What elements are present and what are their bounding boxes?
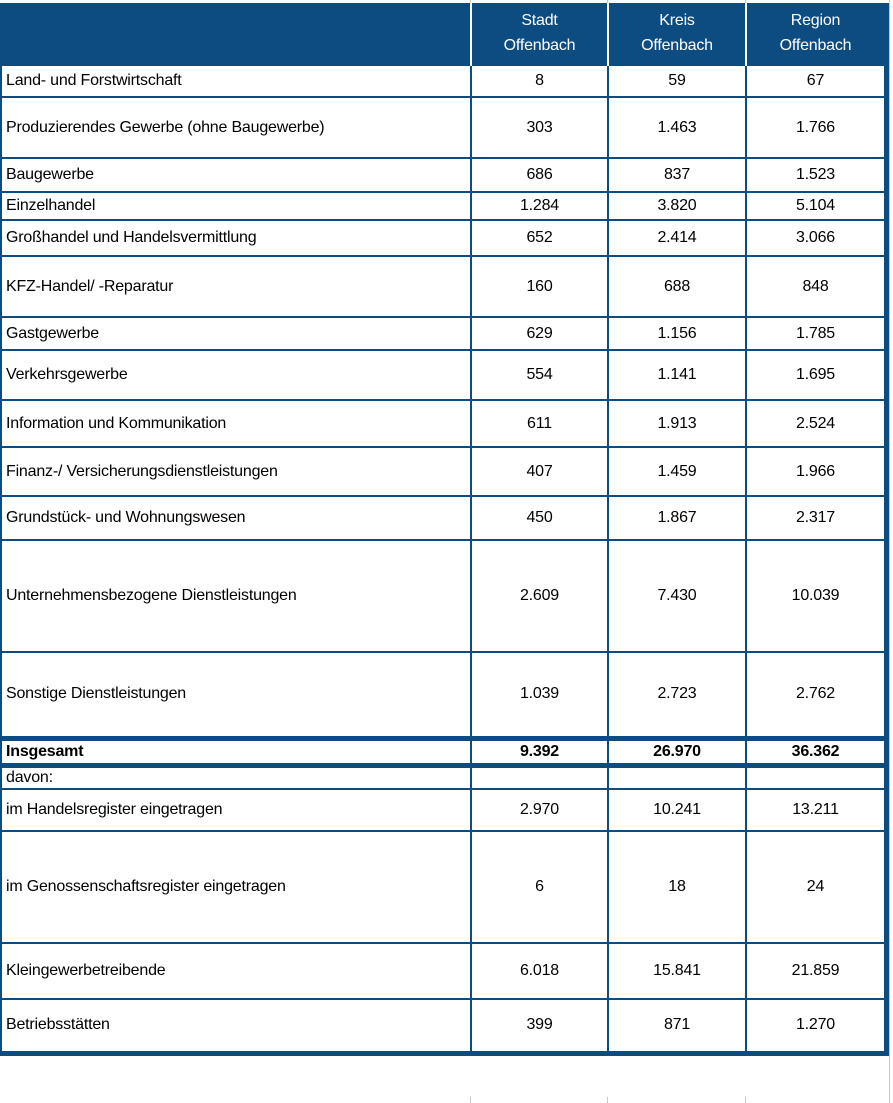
sheet-gridline-tick (470, 1097, 471, 1103)
table-row (1, 158, 887, 192)
cell-stadt: 6.018 (471, 943, 608, 999)
sheet-gridline-right (889, 0, 890, 1103)
row-label: Finanz-/ Versicherungsdienstleistungen (1, 447, 471, 496)
row-label: davon: (1, 765, 471, 789)
row-label: Verkehrsgewerbe (1, 350, 471, 400)
header-col-region-offenbach (746, 3, 887, 65)
header-corner-cell (1, 3, 471, 65)
cell-kreis: 15.841 (608, 943, 746, 999)
header-line-2: Offenbach (503, 36, 576, 54)
cell-stadt: 629 (471, 317, 608, 350)
cell-stadt: 611 (471, 400, 608, 447)
cell-kreis: 59 (608, 65, 746, 97)
cell-kreis: 2.414 (608, 220, 746, 256)
table-row (1, 831, 887, 943)
cell-region: 1.695 (746, 350, 887, 400)
header-line-1: Stadt (521, 11, 558, 29)
row-label: Grundstück- und Wohnungswesen (1, 496, 471, 540)
row-label: Großhandel und Handelsvermittlung (1, 220, 471, 256)
business-registry-table (0, 3, 890, 1056)
cell-stadt: 2.609 (471, 540, 608, 652)
cell-region: 21.859 (746, 943, 887, 999)
cell-stadt: 303 (471, 97, 608, 158)
row-label: Kleingewerbetreibende (1, 943, 471, 999)
sheet-gridline-tick (607, 0, 608, 3)
row-label: Insgesamt (1, 738, 471, 765)
cell-region: 1.523 (746, 158, 887, 192)
cell-region: 67 (746, 65, 887, 97)
table-row (1, 220, 887, 256)
row-label: KFZ-Handel/ -Reparatur (1, 256, 471, 317)
cell-stadt: 450 (471, 496, 608, 540)
cell-region: 2.524 (746, 400, 887, 447)
table-row (1, 540, 887, 652)
cell-region: 848 (746, 256, 887, 317)
table-row (1, 738, 887, 765)
row-label: Land- und Forstwirtschaft (1, 65, 471, 97)
cell-stadt: 2.970 (471, 789, 608, 831)
cell-kreis: 871 (608, 999, 746, 1053)
header-line-1: Kreis (659, 11, 695, 29)
cell-kreis: 688 (608, 256, 746, 317)
cell-kreis: 3.820 (608, 192, 746, 220)
cell-region: 13.211 (746, 789, 887, 831)
table-row (1, 65, 887, 97)
cell-stadt: 6 (471, 831, 608, 943)
table-row (1, 789, 887, 831)
table-row (1, 350, 887, 400)
cell-region: 24 (746, 831, 887, 943)
row-label: Baugewerbe (1, 158, 471, 192)
row-label: Sonstige Dienstleistungen (1, 652, 471, 738)
cell-stadt: 554 (471, 350, 608, 400)
header-col-kreis-offenbach (608, 3, 746, 65)
cell-stadt: 652 (471, 220, 608, 256)
cell-kreis: 18 (608, 831, 746, 943)
row-label: Einzelhandel (1, 192, 471, 220)
header-row (1, 3, 887, 65)
cell-region (746, 765, 887, 789)
header-line-1: Region (790, 11, 841, 29)
cell-stadt: 407 (471, 447, 608, 496)
table-row (1, 943, 887, 999)
header-col-stadt-offenbach (471, 3, 608, 65)
row-label: Betriebsstätten (1, 999, 471, 1053)
cell-stadt: 686 (471, 158, 608, 192)
cell-region: 2.762 (746, 652, 887, 738)
cell-stadt: 9.392 (471, 738, 608, 765)
cell-kreis: 1.463 (608, 97, 746, 158)
cell-kreis: 10.241 (608, 789, 746, 831)
row-label: Unternehmensbezogene Dienstleistungen (1, 540, 471, 652)
table-row (1, 192, 887, 220)
table-row (1, 97, 887, 158)
table-body (1, 65, 887, 1053)
cell-stadt: 160 (471, 256, 608, 317)
cell-stadt: 8 (471, 65, 608, 97)
cell-kreis: 837 (608, 158, 746, 192)
cell-region: 2.317 (746, 496, 887, 540)
cell-stadt (471, 765, 608, 789)
cell-stadt: 1.039 (471, 652, 608, 738)
cell-kreis: 1.459 (608, 447, 746, 496)
cell-stadt: 1.284 (471, 192, 608, 220)
table-row (1, 765, 887, 789)
cell-region: 1.966 (746, 447, 887, 496)
cell-kreis: 1.141 (608, 350, 746, 400)
header-line-2: Offenbach (779, 36, 852, 54)
cell-kreis: 1.867 (608, 496, 746, 540)
cell-kreis: 1.913 (608, 400, 746, 447)
table-row (1, 652, 887, 738)
cell-region: 3.066 (746, 220, 887, 256)
row-label: im Handelsregister eingetragen (1, 789, 471, 831)
table-row (1, 256, 887, 317)
table-row (1, 400, 887, 447)
table-row (1, 999, 887, 1053)
sheet-gridline-tick (745, 0, 746, 3)
cell-kreis: 7.430 (608, 540, 746, 652)
row-label: Information und Kommunikation (1, 400, 471, 447)
cell-region: 1.785 (746, 317, 887, 350)
cell-stadt: 399 (471, 999, 608, 1053)
sheet-gridline-tick (607, 1097, 608, 1103)
table-row (1, 317, 887, 350)
row-label: Produzierendes Gewerbe (ohne Baugewerbe) (1, 97, 471, 158)
row-label: Gastgewerbe (1, 317, 471, 350)
cell-kreis: 26.970 (608, 738, 746, 765)
header-line-2: Offenbach (641, 36, 713, 54)
table-row (1, 496, 887, 540)
table-row (1, 447, 887, 496)
cell-region: 1.270 (746, 999, 887, 1053)
cell-kreis: 2.723 (608, 652, 746, 738)
cell-region: 10.039 (746, 540, 887, 652)
sheet-gridline-tick (470, 0, 471, 3)
sheet-gridline-tick (745, 1097, 746, 1103)
cell-region: 1.766 (746, 97, 887, 158)
cell-region: 5.104 (746, 192, 887, 220)
cell-kreis (608, 765, 746, 789)
row-label: im Genossenschaftsregister eingetragen (1, 831, 471, 943)
cell-region: 36.362 (746, 738, 887, 765)
cell-kreis: 1.156 (608, 317, 746, 350)
